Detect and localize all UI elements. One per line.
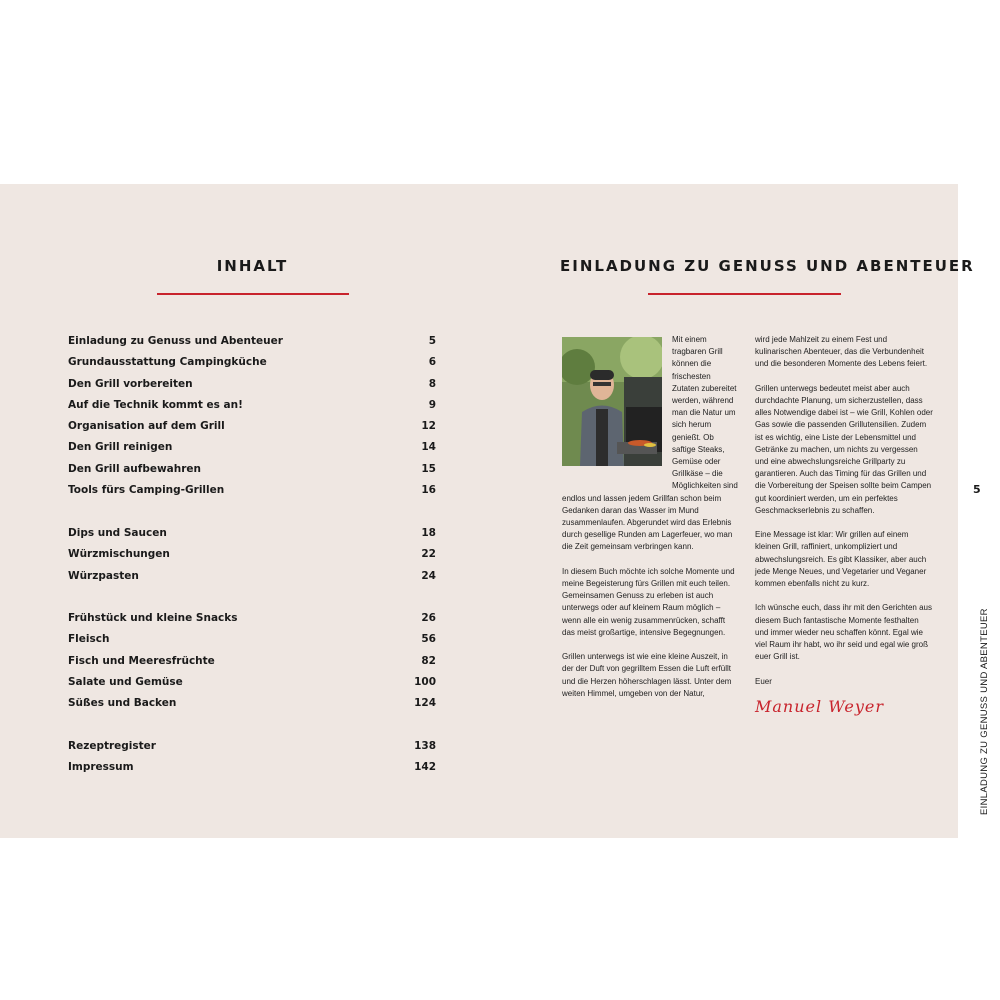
page-number: 5	[973, 483, 981, 496]
toc-entry[interactable]	[68, 761, 436, 782]
toc-entry[interactable]	[68, 655, 436, 676]
toc-entry-page: 14	[421, 441, 436, 454]
toc-entry-label: Würzpasten	[68, 569, 139, 582]
toc-entry-label: Fleisch	[68, 633, 110, 646]
toc-entry-label: Den Grill vorbereiten	[68, 377, 193, 390]
toc-entry-page: 9	[428, 398, 436, 411]
toc-entry-label: Den Grill aufbewahren	[68, 462, 202, 475]
toc-entry[interactable]	[68, 399, 436, 420]
author-photo	[562, 337, 662, 466]
toc-entry[interactable]	[68, 463, 436, 484]
toc-entry-label: Dips und Saucen	[68, 527, 167, 539]
toc-entry[interactable]	[68, 441, 436, 462]
toc-entry-label: Den Grill reinigen	[68, 441, 173, 454]
toc-entry-page: 18	[421, 527, 436, 539]
toc-entry-label: Auf die Technik kommt es an!	[68, 398, 243, 411]
toc-entry[interactable]	[68, 570, 436, 591]
toc-entry-page: 56	[421, 633, 436, 646]
toc-entry[interactable]	[68, 548, 436, 569]
toc-entry-label: Salate und Gemüse	[68, 675, 183, 688]
toc-entry-label: Organisation auf dem Grill	[68, 420, 225, 433]
toc-entry-page: 12	[421, 420, 436, 433]
article-paragraph: Ich wünsche euch, dass ihr mit den Gerichten aus diesem Buch fantastische Momente festhalten und immer wieder neu schaffen könnt. Egal wie viel Raum ihr habt, wo ihr seid und egal wie groß euer Grill ist.	[755, 603, 932, 662]
toc-entry-page: 24	[421, 569, 436, 582]
article-paragraph: Grillen unterwegs ist wie eine kleine Auszeit, in der der Duft von gegrilltem Essen die Luft erfüllt und die Herzen höherschlagen lässt. Unter dem weiten Himmel, umgeben von der Natur,	[562, 652, 732, 698]
toc-entry-page: 100	[414, 675, 436, 688]
toc-entry-page: 138	[414, 740, 436, 752]
author-signature: Manuel Weyer	[755, 697, 884, 716]
toc-group-recipes	[68, 612, 436, 718]
article-closing: Euer	[755, 676, 772, 686]
toc-entry[interactable]	[68, 335, 436, 356]
toc-entry-page: 8	[428, 377, 436, 390]
toc-entry[interactable]	[68, 484, 436, 505]
toc-entry-label: Würzmischungen	[68, 548, 170, 561]
toc-group-appendix	[68, 740, 436, 783]
toc-heading: INHALT	[216, 257, 289, 275]
toc-entry-label: Grundausstattung Campingküche	[68, 356, 267, 369]
toc-entry[interactable]	[68, 740, 436, 761]
article-heading-underline	[648, 293, 841, 295]
toc-group-intro	[68, 335, 436, 505]
toc-entry-label: Tools fürs Camping-Grillen	[68, 484, 225, 497]
toc-entry[interactable]	[68, 633, 436, 654]
toc-entry-page: 16	[421, 484, 436, 497]
toc-entry-label: Fisch und Meeresfrüchte	[68, 654, 215, 667]
article-column-2	[755, 334, 933, 700]
toc-entry-page: 124	[414, 697, 436, 710]
toc-entry-label: Süßes und Backen	[68, 697, 177, 710]
toc-entry-label: Einladung zu Genuss und Abenteuer	[68, 335, 283, 347]
toc-entry-page: 6	[428, 356, 436, 369]
toc-entry[interactable]	[68, 527, 436, 548]
toc-entry-label: Rezeptregister	[68, 740, 156, 752]
article-paragraph: Mit einem tragbaren Grill können die frischesten Zutaten zubereitet werden, während man die Natur um sich herum genießt. Ob saftige Steaks, Gemüse oder Grillkäse – die Möglichkeiten sind endlos und lassen jedem Grillfan schon beim Gedanken daran das Wasser im Mund zusammenlaufen. Abgerundet wird das Erlebnis durch gesellige Runden am Lagerfeuer, wo man die Zeit gemeinsam verbringen kann.	[562, 335, 738, 552]
toc-entry[interactable]	[68, 697, 436, 718]
toc-entry[interactable]	[68, 378, 436, 399]
toc-entry[interactable]	[68, 420, 436, 441]
toc-heading-underline	[157, 293, 349, 295]
toc-entry-page: 15	[421, 462, 436, 475]
article-paragraph: In diesem Buch möchte ich solche Momente und meine Begeisterung fürs Grillen mit euch teilen. Gemeinsamen Genuss zu erleben ist auch unterwegs oder auf kleinem Raum möglich – wenn alle ein wenig zusammenrücken, schafft das meist großartige, intensive Begegnungen.	[562, 566, 735, 637]
toc-entry-page: 5	[428, 335, 436, 347]
toc-group-basics	[68, 527, 436, 591]
toc-entry-page: 22	[421, 548, 436, 561]
toc-entry[interactable]	[68, 356, 436, 377]
toc-entry[interactable]	[68, 612, 436, 633]
toc-entry-page: 26	[421, 612, 436, 624]
toc-entry[interactable]	[68, 676, 436, 697]
toc-entry-label: Frühstück und kleine Snacks	[68, 612, 238, 624]
article-heading: EINLADUNG ZU GENUSS UND ABENTEUER	[560, 257, 975, 275]
toc-entry-page: 82	[421, 654, 436, 667]
toc-entry-label: Impressum	[68, 761, 134, 774]
article-paragraph: wird jede Mahlzeit zu einem Fest und kulinarischen Abenteuer, das die Verbundenheit und die besonderen Momente des Lebens feiert.	[755, 335, 928, 369]
toc-entry-page: 142	[414, 761, 436, 774]
article-paragraph: Grillen unterwegs bedeutet meist aber auch durchdachte Planung, um sicherzustellen, dass alles Notwendige dabei ist – wie Grill, Kohlen oder Gas sowie die passenden Grillutensilien. Zudem ist es wichtig, eine Liste der Lebensmittel und Getränke zu machen, um nichts zu vergessen und eine abwechslungsreiche Grillparty zu garantieren. Auch das Timing für das Grillen und die Vorbereitung der Speisen sollte beim Campen gut koordiniert werden, um ein perfektes Geschmackserlebnis zu schaffen.	[755, 383, 933, 515]
running-title: EINLADUNG ZU GENUSS UND ABENTEUER	[979, 608, 990, 815]
article-paragraph: Eine Message ist klar: Wir grillen auf einem kleinen Grill, raffiniert, unkompliziert und abwechslungsreich. Es gibt Klassiker, aber auch jede Menge Neues, und Vegetarier und Veganer kommen ebenfalls nicht zu kurz.	[755, 530, 927, 589]
